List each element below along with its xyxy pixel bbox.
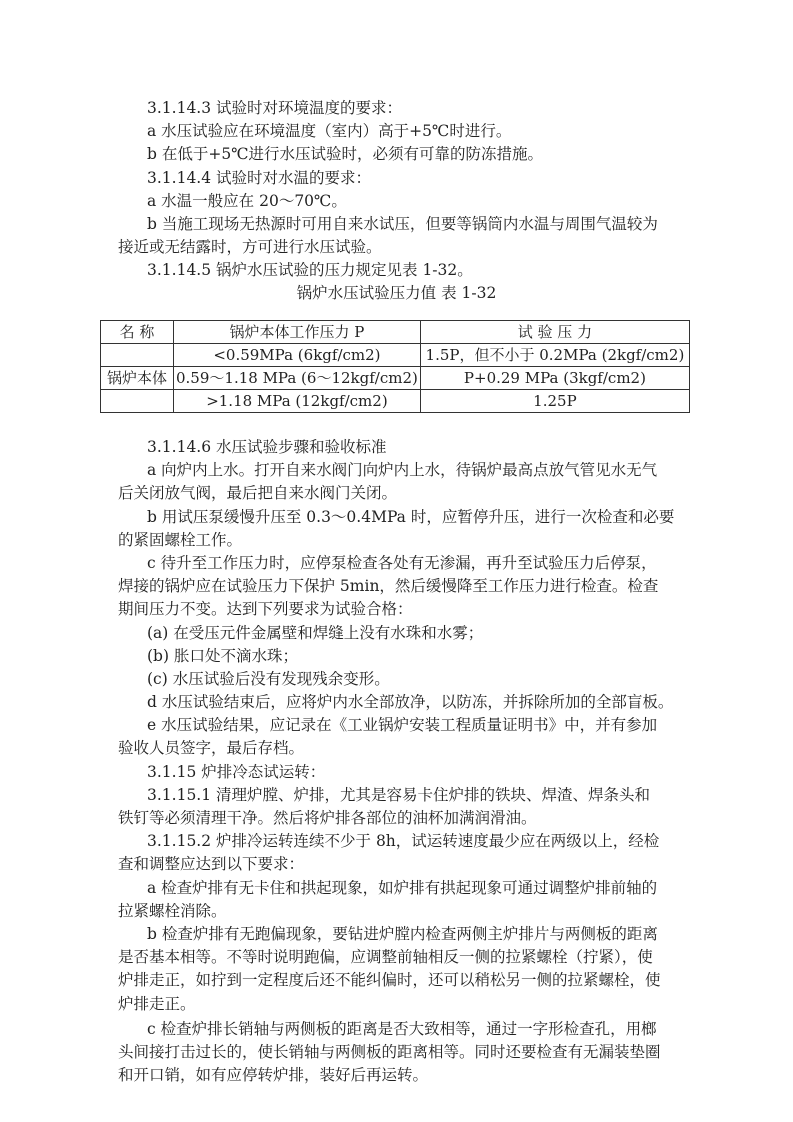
text-line: 3.1.15.2 炉排冷运转连续不少于 8h，试运转速度最少应在两级以上，经检 (147, 832, 660, 851)
text-line: 验收人员签字，最后存档。 (118, 739, 305, 758)
header-test-pressure: 试 验 压 力 (420, 321, 689, 344)
table-header-row (101, 321, 690, 344)
text-line: 焊接的锅炉应在试验压力下保护 5min，然后缓慢降至工作压力进行检查。检查 (118, 577, 659, 596)
text-line: b 用试压泵缓慢升压至 0.3～0.4MPa 时，应暂停升压，进行一次检查和必要 (147, 507, 675, 526)
text-line: 查和调整应达到以下要求： (118, 855, 305, 874)
text-line: 3.1.14.6 水压试验步骤和验收标准 (147, 438, 387, 456)
empty-cell (101, 344, 174, 367)
text-line: (b) 胀口处不滴水珠； (147, 646, 298, 665)
text-line: 拉紧螺栓消除。 (118, 901, 227, 920)
test-pressure-cell: 1.5P，但不小于 0.2MPa (2kgf/cm2) (420, 344, 689, 367)
text-line: (a) 在受压元件金属壁和焊缝上没有水珠和水雾； (147, 623, 484, 642)
pressure-table (100, 320, 690, 413)
text-line: 头间接打击过长的，使长销轴与两侧板的距离相等。同时还要检查有无漏装垫圈 (118, 1042, 661, 1061)
section-test-procedure-and-grate-trial (118, 436, 693, 1087)
text-line: 后关闭放气阀，最后把自来水阀门关闭。 (118, 484, 398, 503)
header-working-pressure: 锅炉本体工作压力 P (174, 321, 421, 344)
text-line: 接近或无结露时，方可进行水压试验。 (118, 238, 382, 257)
section-boiler-water-test-requirements (118, 97, 693, 283)
working-pressure-cell: >1.18 MPa (12kgf/cm2) (174, 390, 421, 413)
text-line: c 检查炉排长销轴与两侧板的距离是否大致相等，通过一字形检查孔，用榔 (147, 1019, 657, 1038)
text-line: a 水温一般应在 20～70℃。 (147, 191, 347, 210)
table-row (101, 390, 690, 413)
text-line: 铁钉等必须清理干净。然后将炉排各部位的油杯加满润滑油。 (118, 809, 537, 827)
text-line: a 向炉内上水。打开自来水阀门向炉内上水，待锅炉最高点放气管见水无气 (147, 461, 658, 480)
text-line: 炉排走正，如拧到一定程度后还不能纠偏时，还可以稍松另一侧的拉紧螺栓，使 (118, 971, 661, 990)
text-line: a 检查炉排有无卡住和拱起现象，如炉排有拱起现象可通过调整炉排前轴的 (147, 878, 658, 897)
table-row (101, 367, 690, 390)
text-line: 和开口销，如有应停转炉排，装好后再运转。 (118, 1066, 429, 1085)
test-pressure-cell: 1.25P (420, 390, 689, 413)
table-row (101, 344, 690, 367)
text-line: 是否基本相等。不等时说明跑偏，应调整前轴相反一侧的拉紧螺栓（拧紧），使 (118, 948, 653, 967)
text-line: d 水压试验结束后，应将炉内水全部放净，以防冻，并拆除所加的全部盲板。 (147, 693, 674, 712)
text-line: c 待升至工作压力时，应停泵检查各处有无渗漏，再升至试验压力后停泵， (147, 553, 657, 572)
text-line: 的紧固螺栓工作。 (118, 530, 243, 549)
text-line: e 水压试验结果，应记录在《工业锅炉安装工程质量证明书》中，并有参加 (147, 716, 658, 735)
text-line: (c) 水压试验后没有发现残余变形。 (147, 669, 390, 688)
text-line: 3.1.14.5 锅炉水压试验的压力规定见表 1-32。 (147, 261, 473, 280)
text-line: 期间压力不变。达到下列要求为试验合格： (118, 600, 413, 619)
working-pressure-cell: <0.59MPa (6kgf/cm2) (174, 344, 421, 367)
text-line: 炉排走正。 (118, 994, 196, 1013)
text-line: a 水压试验应在环境温度（室内）高于+5℃时进行。 (147, 122, 512, 141)
text-line: b 当施工现场无热源时可用自来水试压，但要等锅筒内水温与周围气温较为 (147, 214, 658, 233)
text-line: b 在低于+5℃进行水压试验时，必须有可靠的防冻措施。 (147, 145, 544, 164)
table-title: 锅炉水压试验压力值 表 1-32 (296, 284, 497, 302)
text-line: 3.1.15.1 清理炉膛、炉排，尤其是容易卡住炉排的铁块、焊渣、焊条头和 (147, 785, 651, 804)
empty-cell (101, 390, 174, 413)
text-line: 3.1.14.4 试验时对水温的要求： (147, 168, 372, 187)
test-pressure-cell: P+0.29 MPa (3kgf/cm2) (420, 367, 689, 390)
working-pressure-cell: 0.59～1.18 MPa (6～12kgf/cm2) (174, 367, 421, 390)
header-name: 名 称 (101, 321, 174, 344)
row-label: 锅炉本体 (101, 367, 174, 390)
text-line: b 检查炉排有无跑偏现象，要钻进炉膛内检查两侧主炉排片与两侧板的距离 (147, 924, 658, 943)
text-line: 3.1.15 炉排冷态试运转： (147, 762, 326, 781)
text-line: 3.1.14.3 试验时对环境温度的要求： (147, 99, 403, 117)
